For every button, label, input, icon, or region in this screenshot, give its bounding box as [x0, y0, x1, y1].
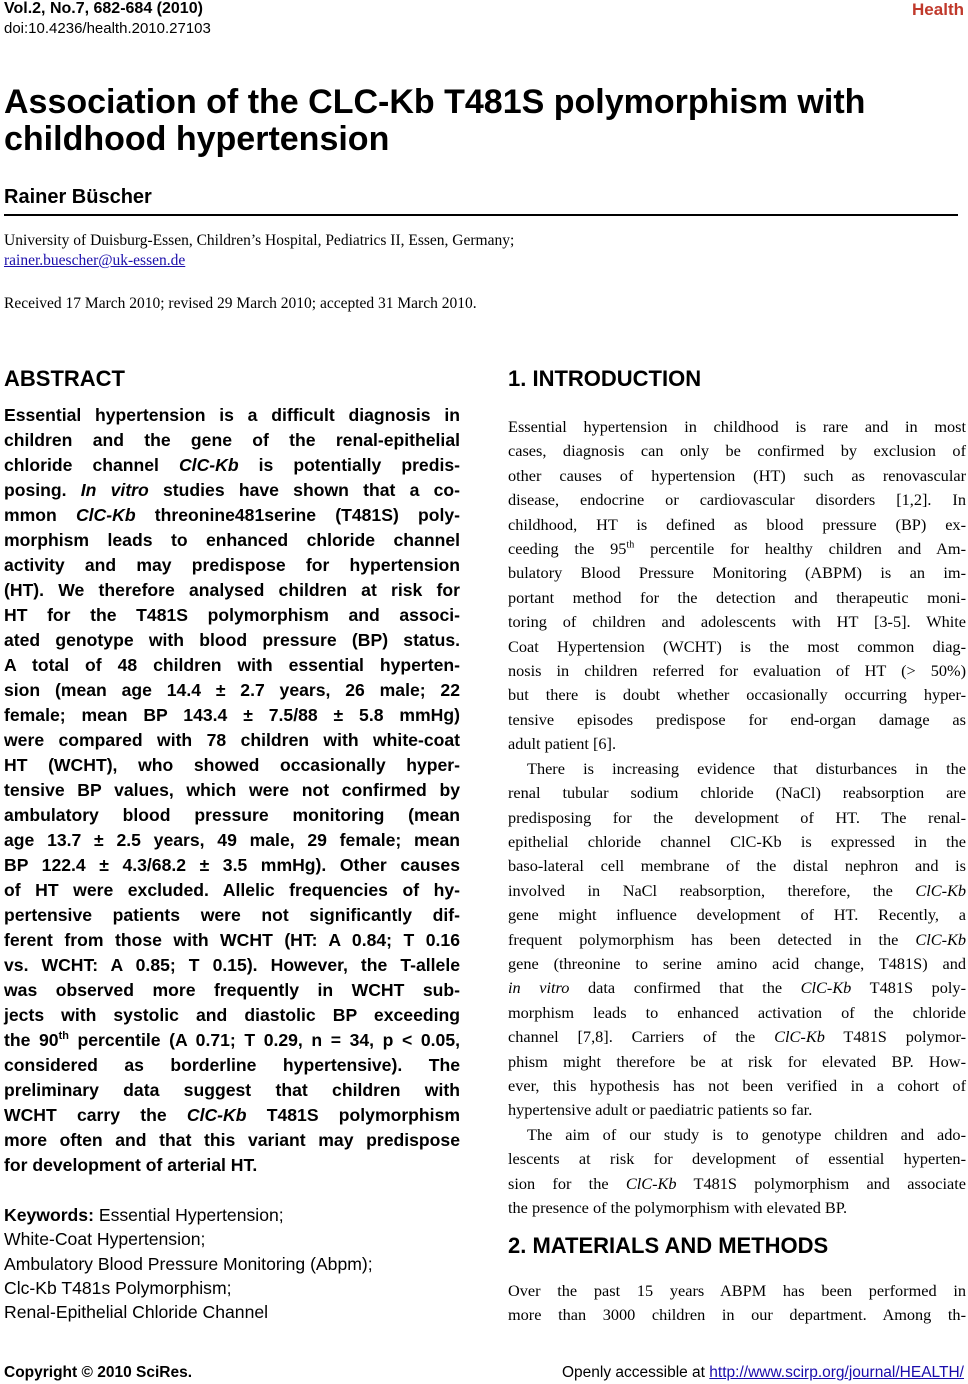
abstract-heading: ABSTRACT	[4, 366, 125, 391]
abstract-line: the 90th percentile (A 0.71; T 0.29, n = 34, p < 0.05,	[4, 1030, 460, 1050]
abstract-line: (HT). We therefore analysed children at risk for	[4, 580, 460, 600]
introduction-heading: 1. INTRODUCTION	[508, 366, 702, 391]
abstract-line: posing. In vitro studies have shown that a co-	[4, 480, 460, 500]
title-line: Association of the CLC-Kb T481S polymorphism with	[4, 83, 866, 121]
intro-line: disease, endocrine or cardiovascular disorders [1,2]. In	[508, 490, 966, 510]
abstract-line: vs. WCHT: A 0.85; T 0.15). However, the T-allele	[4, 955, 460, 975]
intro-line: morphism leads to enhanced activation of the chloride	[508, 1002, 966, 1022]
intro-line: Essential hypertension in childhood is rare and in most	[508, 417, 966, 436]
abstract-line: Essential hypertension is a difficult diagnosis in	[4, 405, 460, 425]
intro-line: lescents at risk for development of essential hyperten-	[508, 1149, 966, 1169]
journal-url-link[interactable]: http://www.scirp.org/journal/HEALTH/	[709, 1364, 964, 1381]
intro-line: channel [7,8]. Carriers of the ClC-Kb T481S polymor-	[508, 1027, 966, 1047]
intro-line: cases, diagnosis can only be confirmed by exclusion of	[508, 441, 966, 461]
title-divider	[4, 214, 958, 216]
intro-line: nosis in children referred for evaluation of HT (> 50%)	[508, 661, 966, 681]
title-line: childhood hypertension	[4, 120, 390, 158]
intro-line: involved in NaCl reabsorption, therefore, the ClC-Kb	[508, 880, 966, 900]
paper-title	[4, 84, 954, 158]
intro-line: bulatory Blood Pressure Monitoring (ABPM) is an im-	[508, 563, 966, 583]
abstract-line: BP 122.4 ± 4.3/68.2 ± 3.5 mmHg). Other causes	[4, 855, 460, 875]
journal-name: Health	[912, 0, 964, 19]
abstract-line: female; mean BP 143.4 ± 7.5/88 ± 5.8 mmHg)	[4, 705, 460, 725]
methods-line: more than 3000 children in our department. Among th-	[508, 1305, 966, 1325]
volume-info: Vol.2, No.7, 682-684 (2010)	[4, 0, 203, 17]
abstract-line: for development of arterial HT.	[4, 1155, 258, 1175]
intro-line: other causes of hypertension (HT) such as renovascular	[508, 465, 966, 485]
abstract-line: considered as borderline hypertensive). The	[4, 1055, 460, 1075]
intro-line: There is increasing evidence that disturbances in the	[527, 758, 966, 778]
abstract-line: HT (WCHT), who showed occasionally hyper-	[4, 755, 460, 775]
abstract-line: more often and that this variant may predispose	[4, 1130, 460, 1150]
intro-line: epithelial chloride channel ClC-Kb is expressed in the	[508, 831, 966, 851]
abstract-line: children and the gene of the renal-epithelial	[4, 430, 460, 450]
abstract-line: preliminary data suggest that children with	[4, 1080, 460, 1100]
intro-line: baso-lateral cell membrane of the distal nephron and is	[508, 856, 966, 876]
abstract-line: HT for the T481S polymorphism and associ-	[4, 605, 460, 625]
intro-line: ever, this hypothesis has not been verified in a cohort of	[508, 1075, 966, 1095]
intro-line: gene might influence development of HT. Recently, a	[508, 905, 966, 925]
intro-line: hypertensive adult or paediatric patients so far.	[508, 1100, 813, 1120]
abstract-line: WCHT carry the ClC-Kb T481S polymorphism	[4, 1105, 460, 1125]
abstract-line: pertensive patients were not significantly dif-	[4, 905, 460, 925]
abstract-line: of HT were excluded. Allelic frequencies of hy-	[4, 880, 460, 900]
abstract-line: tensive BP values, which were not confirmed by	[4, 780, 460, 800]
author-name: Rainer Büscher	[4, 186, 152, 208]
abstract-line: activity and may predispose for hypertension	[4, 555, 460, 575]
abstract-line: mmon ClC-Kb threonine481serine (T481S) poly-	[4, 505, 460, 525]
keyword-line: Keywords: Essential Hypertension;	[4, 1205, 284, 1225]
keyword-line: White-Coat Hypertension;	[4, 1229, 206, 1250]
keyword-line: Clc-Kb T481s Polymorphism;	[4, 1277, 232, 1298]
author-email-link[interactable]: rainer.buescher@uk-essen.de	[4, 252, 186, 269]
intro-line: portant method for the detection and therapeutic moni-	[508, 587, 966, 607]
methods-heading: 2. MATERIALS AND METHODS	[508, 1233, 829, 1258]
intro-line: phism might therefore be at risk for elevated BP. How-	[508, 1051, 966, 1071]
abstract-line: jects with systolic and diastolic BP exceeding	[4, 1005, 460, 1025]
methods-text	[508, 1279, 966, 1328]
submission-dates: Received 17 March 2010; revised 29 March 2010; accepted 31 March 2010.	[4, 295, 477, 312]
abstract-text	[4, 403, 460, 1178]
abstract-line: chloride channel ClC-Kb is potentially predis-	[4, 455, 460, 475]
intro-line: predisposing for the development of HT. The renal-	[508, 807, 966, 827]
intro-line: ceeding the 95th percentile for healthy children and Am-	[508, 539, 967, 559]
methods-line: Over the past 15 years ABPM has been performed in	[508, 1281, 966, 1300]
keyword-line: Ambulatory Blood Pressure Monitoring (Abpm);	[4, 1253, 373, 1274]
abstract-line: sion (mean age 14.4 ± 2.7 years, 26 male; 22	[4, 680, 460, 700]
intro-line: Coat Hypertension (WCHT) is the most common diag-	[508, 636, 966, 656]
keywords-label: Keywords:	[4, 1205, 94, 1225]
intro-line: tensive episodes predispose for end-organ damage as	[508, 709, 966, 729]
abstract-line: ated genotype with blood pressure (BP) status.	[4, 630, 460, 650]
intro-line: adult patient [6].	[508, 734, 617, 754]
intro-line: The aim of our study is to genotype children and ado-	[527, 1124, 966, 1144]
intro-line: gene (threonine to serine amino acid change, T481S) and	[508, 953, 966, 973]
abstract-line: ambulatory blood pressure monitoring (mean	[4, 805, 460, 825]
doi: doi:10.4236/health.2010.27103	[4, 20, 211, 37]
affiliation: University of Duisburg-Essen, Children’s Hospital, Pediatrics II, Essen, Germany;	[4, 232, 515, 249]
abstract-line: was observed more frequently in WCHT sub-	[4, 980, 460, 1000]
intro-line: renal tubular sodium chloride (NaCl) reabsorption are	[508, 783, 966, 803]
abstract-line: morphism leads to enhanced chloride channel	[4, 530, 460, 550]
abstract-line: were compared with 78 children with white-coat	[4, 730, 460, 750]
intro-line: childhood, HT is defined as blood pressure (BP) ex-	[508, 514, 966, 534]
introduction-text	[508, 415, 966, 1220]
intro-line: but there is doubt whether occasionally occurring hyper-	[508, 685, 966, 705]
abstract-line: A total of 48 children with essential hyperten-	[4, 655, 460, 675]
copyright: Copyright © 2010 SciRes.	[4, 1364, 193, 1381]
abstract-line: ferent from those with WCHT (HT: A 0.84; T 0.16	[4, 930, 460, 950]
abstract-line: age 13.7 ± 2.5 years, 49 male, 29 female; mean	[4, 830, 460, 850]
keyword-line: Renal-Epithelial Chloride Channel	[4, 1302, 269, 1323]
open-access-note: Openly accessible at http://www.scirp.org/journal/HEALTH/	[561, 1364, 964, 1381]
intro-line: in vitro data confirmed that the ClC-Kb T481S poly-	[508, 978, 966, 998]
intro-line: frequent polymorphism has been detected in the ClC-Kb	[508, 929, 966, 949]
intro-line: sion for the ClC-Kb T481S polymorphism and associate	[508, 1173, 966, 1193]
intro-line: toring of children and adolescents with HT [3-5]. White	[508, 612, 966, 632]
intro-line: the presence of the polymorphism with elevated BP.	[508, 1198, 848, 1217]
keywords	[4, 1203, 460, 1324]
